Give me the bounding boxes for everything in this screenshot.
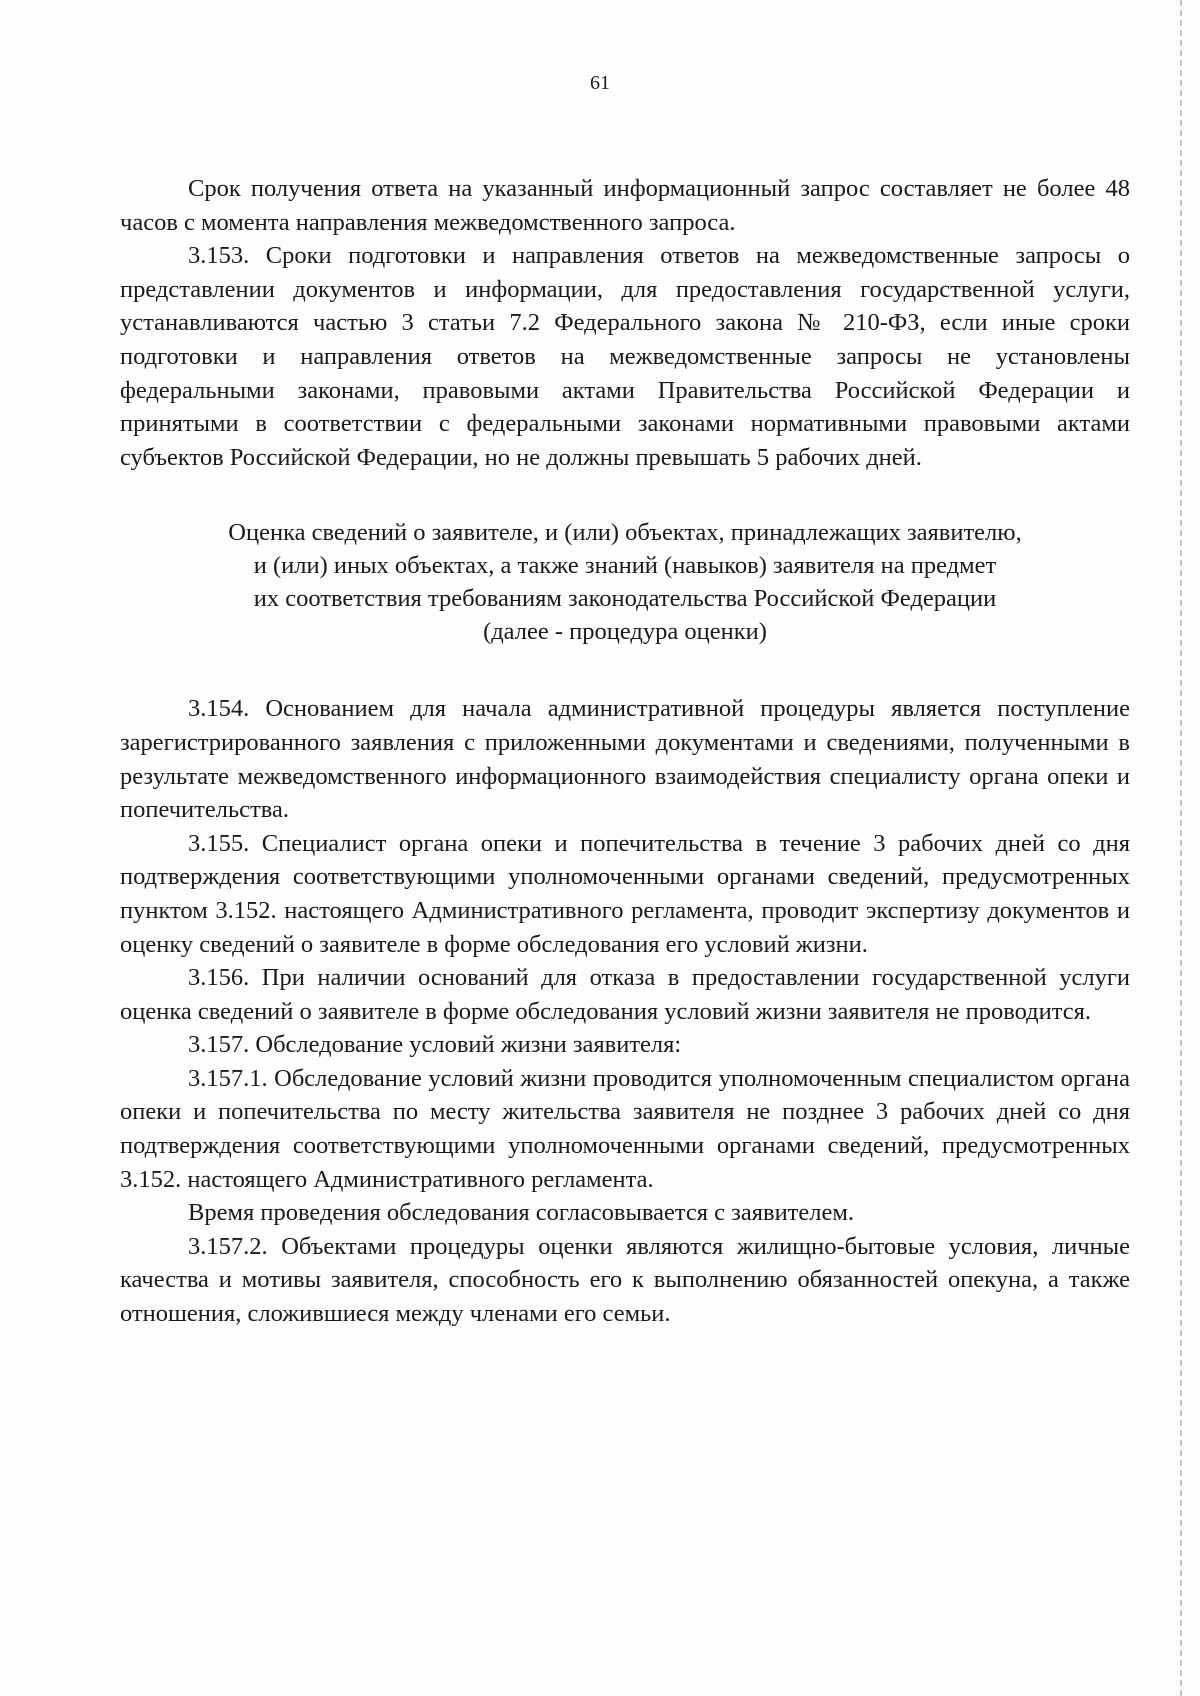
paragraph-response-deadline: Срок получения ответа на указанный информационный запрос составляет не более 48 часов с момента направления межведомственного запроса. bbox=[120, 175, 1130, 236]
section-heading-line: их соответствия требованиям законодательства Российской Федерации bbox=[253, 585, 997, 613]
paragraph-3-157-2: 3.157.2. Объектами процедуры оценки являются жилищно-бытовые условия, личные качества и мотивы заявителя, способность его к выполнению обязанностей опекуна, а также отношения, сложившиеся между членами его семьи. bbox=[120, 1232, 1130, 1328]
section-heading bbox=[120, 516, 1130, 648]
paragraph-3-153: 3.153. Сроки подготовки и направления ответов на межведомственные запросы о представлении документов и информации, для предоставления государственной услуги, устанавливаются частью 3 статьи 7.2 Федерального закона № 210-ФЗ, если иные сроки подготовки и направления ответов на межведомственные запросы не установлены федеральными законами, правовыми актами Правительства Российской Федерации и принятыми в соответствии с федеральными законами нормативными правовыми актами субъектов Российской Федерации, но не должны превышать 5 рабочих дней. bbox=[120, 242, 1130, 471]
scan-edge-artifact bbox=[1180, 0, 1182, 1696]
document-body bbox=[120, 172, 1130, 1331]
paragraph-3-157-1: 3.157.1. Обследование условий жизни проводится уполномоченным специалистом органа опеки и попечительства по месту жительства заявителя не позднее 3 рабочих дней со дня подтверждения соответствующими уполномоченными органами сведений, предусмотренных 3.152. настоящего Административного регламента. bbox=[120, 1064, 1130, 1193]
section-heading-line: (далее - процедура оценки) bbox=[483, 618, 767, 646]
paragraph-3-157: 3.157. Обследование условий жизни заявителя: bbox=[188, 1031, 682, 1059]
paragraph-inspection-time: Время проведения обследования согласовывается с заявителем. bbox=[188, 1199, 854, 1227]
page-number: 61 bbox=[590, 72, 610, 94]
paragraph-3-155: 3.155. Специалист органа опеки и попечительства в течение 3 рабочих дней со дня подтверждения соответствующими уполномоченными органами сведений, предусмотренных пунктом 3.152. настоящего Административного регламента, проводит экспертизу документов и оценку сведений о заявителе в форме обследования его условий жизни. bbox=[120, 829, 1130, 958]
paragraph-3-156: 3.156. При наличии оснований для отказа в предоставлении государственной услуги оценка сведений о заявителе в форме обследования условий жизни заявителя не проводится. bbox=[120, 964, 1130, 1025]
section-heading-line: и (или) иных объектах, а также знаний (навыков) заявителя на предмет bbox=[253, 552, 997, 580]
section-heading-line: Оценка сведений о заявителе, и (или) объектах, принадлежащих заявителю, bbox=[228, 519, 1022, 547]
paragraph-3-154: 3.154. Основанием для начала административной процедуры является поступление зарегистрированного заявления с приложенными документами и сведениями, полученными в результате межведомственного информационного взаимодействия специалисту органа опеки и попечительства. bbox=[120, 695, 1130, 824]
